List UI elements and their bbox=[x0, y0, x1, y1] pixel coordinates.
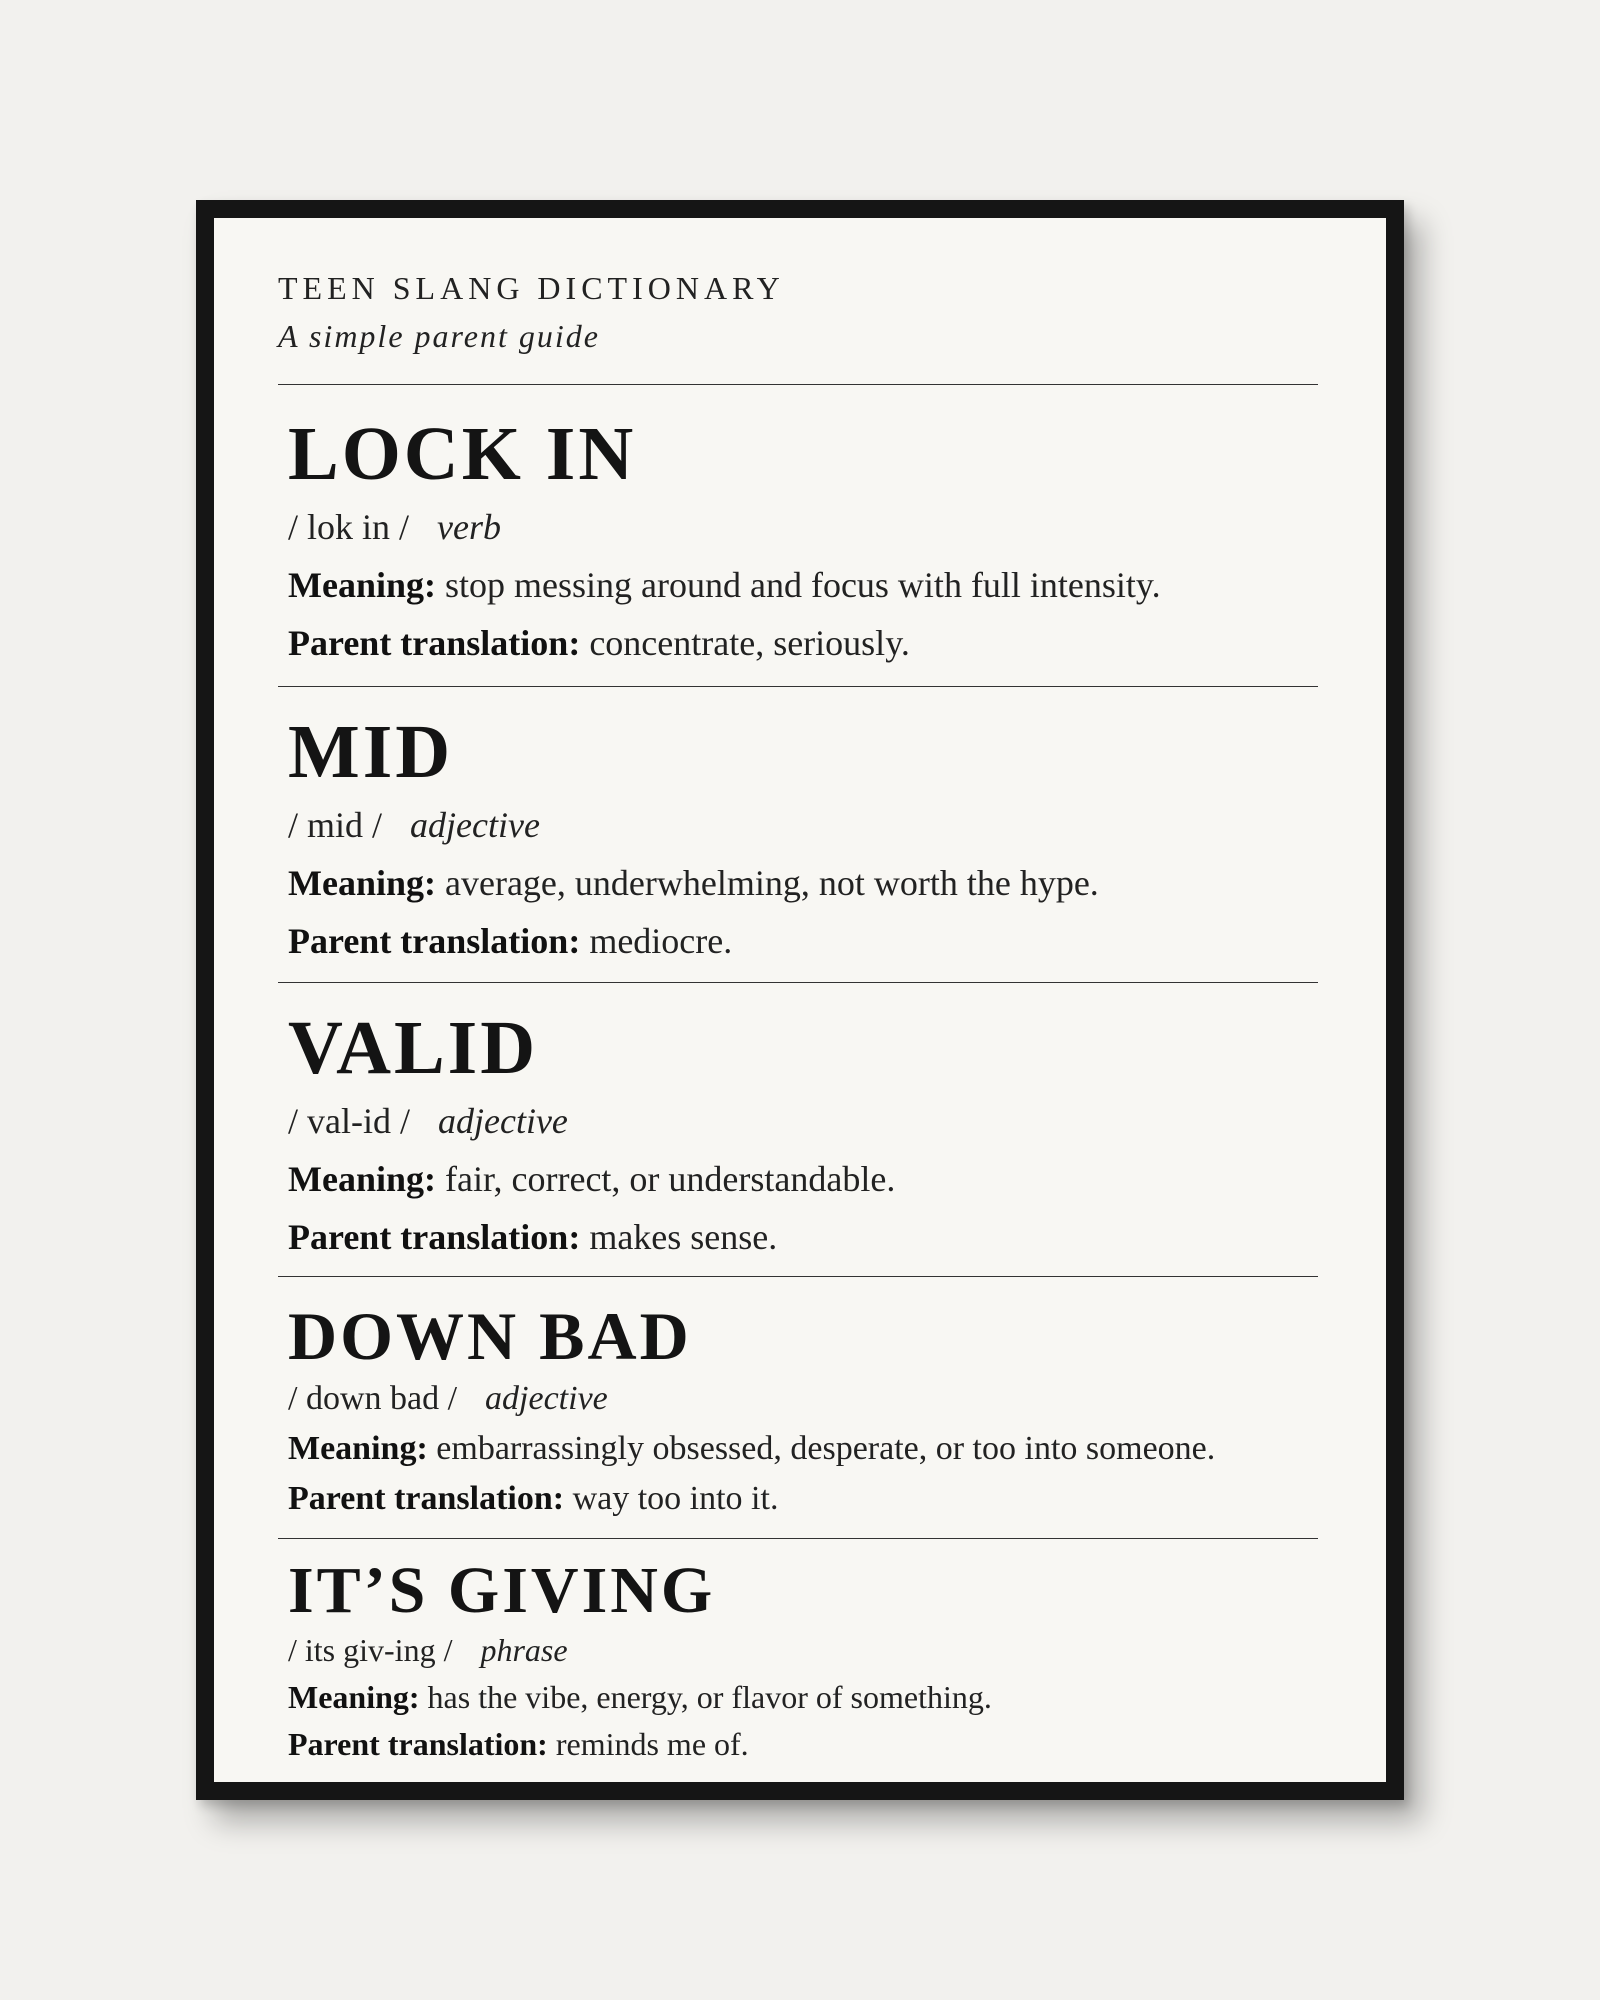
entry-translation-line bbox=[288, 920, 1318, 962]
entry-part-of-speech: adjective bbox=[410, 805, 540, 845]
divider bbox=[278, 384, 1318, 385]
entry-down-bad bbox=[288, 1298, 1318, 1518]
parent-translation-label: Parent translation: bbox=[288, 1217, 581, 1257]
entry-translation-line bbox=[288, 622, 1318, 664]
entry-pronunciation-line bbox=[288, 506, 1318, 548]
meaning-label: Meaning: bbox=[288, 1679, 420, 1715]
entry-mid bbox=[288, 710, 1318, 962]
entry-meaning-line bbox=[288, 1679, 1318, 1716]
entry-pronunciation: / down bad / bbox=[288, 1380, 458, 1417]
divider bbox=[278, 686, 1318, 687]
entry-parent-translation: concentrate, seriously. bbox=[589, 623, 910, 663]
entry-parent-translation: way too into it. bbox=[572, 1480, 779, 1517]
entry-translation-line bbox=[288, 1480, 1318, 1518]
entry-pronunciation: / val-id / bbox=[288, 1101, 410, 1141]
entry-valid bbox=[288, 1006, 1318, 1258]
entry-meaning: average, underwhelming, not worth the hype. bbox=[445, 863, 1099, 903]
entry-pronunciation: / mid / bbox=[288, 805, 383, 845]
entry-part-of-speech: adjective bbox=[437, 1101, 568, 1141]
entry-part-of-speech: adjective bbox=[485, 1380, 608, 1417]
page-subtitle: A simple parent guide bbox=[278, 318, 600, 354]
entry-pronunciation-line bbox=[288, 804, 1318, 846]
meaning-label: Meaning: bbox=[288, 565, 436, 605]
entry-term: DOWN BAD bbox=[288, 1298, 692, 1374]
entry-term: MID bbox=[288, 710, 454, 794]
entry-pronunciation-line bbox=[288, 1632, 1318, 1669]
entry-meaning-line bbox=[288, 564, 1318, 606]
entry-pronunciation-line bbox=[288, 1100, 1318, 1142]
entry-meaning: has the vibe, energy, or flavor of something. bbox=[427, 1679, 992, 1715]
entry-pronunciation: / its giv-ing / bbox=[288, 1632, 453, 1668]
entry-term: LOCK IN bbox=[288, 412, 637, 496]
poster-frame bbox=[196, 200, 1404, 1800]
meaning-label: Meaning: bbox=[288, 863, 436, 903]
entry-lock-in bbox=[288, 412, 1318, 664]
entry-translation-line bbox=[288, 1216, 1318, 1258]
entry-meaning-line bbox=[288, 1158, 1318, 1200]
parent-translation-label: Parent translation: bbox=[288, 921, 581, 961]
entry-meaning-line bbox=[288, 862, 1318, 904]
divider bbox=[278, 1276, 1318, 1277]
entry-translation-line bbox=[288, 1726, 1318, 1763]
divider bbox=[278, 982, 1318, 983]
meaning-label: Meaning: bbox=[288, 1430, 428, 1467]
entry-part-of-speech: verb bbox=[437, 507, 501, 547]
entry-pronunciation-line bbox=[288, 1380, 1318, 1418]
parent-translation-label: Parent translation: bbox=[288, 623, 581, 663]
entry-meaning-line bbox=[288, 1430, 1318, 1468]
parent-translation-label: Parent translation: bbox=[288, 1480, 565, 1517]
entry-parent-translation: reminds me of. bbox=[555, 1726, 749, 1762]
entry-parent-translation: makes sense. bbox=[589, 1217, 778, 1257]
entry-meaning: fair, correct, or understandable. bbox=[445, 1159, 896, 1199]
poster-paper bbox=[214, 218, 1386, 1782]
entry-pronunciation: / lok in / bbox=[288, 507, 410, 547]
entry-meaning: embarrassingly obsessed, desperate, or too into someone. bbox=[436, 1430, 1216, 1467]
parent-translation-label: Parent translation: bbox=[288, 1726, 548, 1762]
meaning-label: Meaning: bbox=[288, 1159, 436, 1199]
entry-meaning: stop messing around and focus with full intensity. bbox=[445, 565, 1161, 605]
entry-part-of-speech: phrase bbox=[480, 1632, 568, 1668]
entry-its-giving bbox=[288, 1554, 1318, 1763]
divider bbox=[278, 1538, 1318, 1539]
entry-term: VALID bbox=[288, 1006, 539, 1090]
entry-parent-translation: mediocre. bbox=[589, 921, 733, 961]
page-title: TEEN SLANG DICTIONARY bbox=[278, 270, 785, 306]
entry-term: IT’S GIVING bbox=[288, 1554, 716, 1627]
